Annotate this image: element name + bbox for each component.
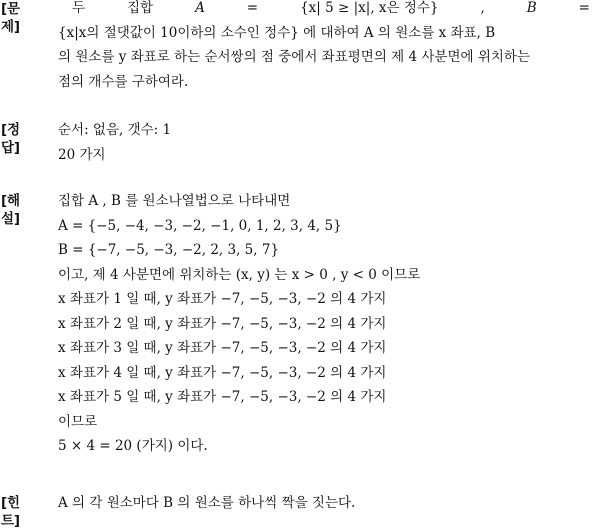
- hint-line: A 의 각 원소마다 B 의 원소를 하나씩 짝을 짓는다.: [58, 495, 356, 511]
- explanation-tag: [해설]: [1, 193, 20, 227]
- problem-word: {x| 5 ≥ |x|, x은 정수}: [300, 0, 439, 16]
- problem-line-1: [58, 0, 590, 21]
- answer-tag: [정답]: [1, 122, 20, 156]
- hint-tag: [힌트]: [1, 495, 20, 529]
- problem-word: 두: [72, 0, 86, 16]
- problem-word: A: [195, 0, 205, 16]
- explanation-line: x 좌표가 1 일 때, y 좌표가 −7, −5, −3, −2 의 4 가지: [58, 291, 387, 307]
- answer-line-1: 순서: 없음, 갯수: 1: [58, 122, 172, 138]
- explanation-line: 집합 A , B 를 원소나열법으로 나타내면: [58, 193, 291, 209]
- explanation-line: x 좌표가 4 일 때, y 좌표가 −7, −5, −3, −2 의 4 가지: [58, 364, 387, 381]
- problem-line-2: {x|x의 절댓값이 10이하의 소수인 정수} 에 대하여 A 의 원소를 x 좌표, B: [58, 24, 496, 41]
- problem-word: =: [246, 0, 259, 16]
- problem-word: B: [526, 0, 537, 16]
- problem-word: =: [578, 0, 590, 16]
- explanation-line: 이므로: [58, 413, 98, 430]
- problem-word: ,: [480, 0, 485, 16]
- explanation-line: 이고, 제 4 사분면에 위치하는 (x, y) 는 x > 0 , y < 0 이므로: [58, 266, 421, 283]
- explanation-line: x 좌표가 2 일 때, y 좌표가 −7, −5, −3, −2 의 4 가지: [58, 315, 387, 332]
- explanation-line: x 좌표가 3 일 때, y 좌표가 −7, −5, −3, −2 의 4 가지: [58, 340, 387, 356]
- problem-word: 집합: [127, 0, 154, 16]
- explanation-line: 5 × 4 = 20 (가지) 이다.: [58, 438, 208, 454]
- explanation-line: x 좌표가 5 일 때, y 좌표가 −7, −5, −3, −2 의 4 가지: [58, 389, 387, 405]
- explanation-line: B = {−7, −5, −3, −2, 2, 3, 5, 7}: [58, 242, 280, 258]
- problem-line-3: 의 원소를 y 좌표로 하는 순서쌍의 점 중에서 좌표평면의 제 4 사분면에 위치하는: [58, 49, 530, 65]
- answer-line-2: 20 가지: [58, 146, 106, 163]
- problem-tag: [문제]: [1, 1, 20, 35]
- explanation-line: A = {−5, −4, −3, −2, −1, 0, 1, 2, 3, 4, 5}: [58, 217, 342, 234]
- problem-line-4: 점의 개수를 구하여라.: [58, 73, 189, 90]
